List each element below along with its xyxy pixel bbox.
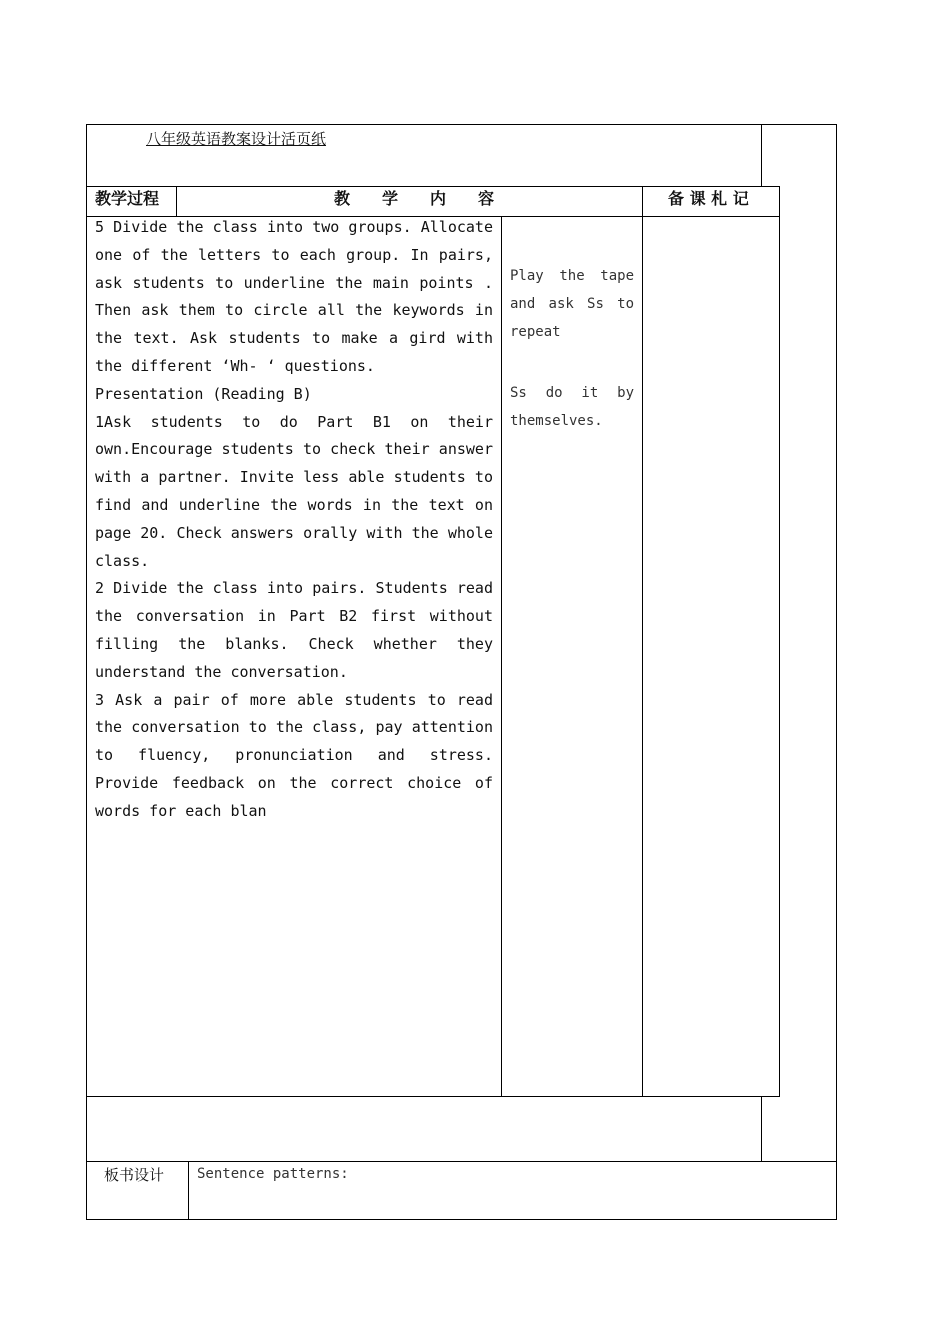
header-notes: 备 课 札 记 bbox=[668, 189, 749, 208]
presentation-heading: Presentation (Reading B) bbox=[95, 384, 312, 403]
teaching-content bbox=[95, 214, 493, 826]
header-content: 教 学 内 容 bbox=[334, 189, 495, 208]
side-note-tape: Play the tape and ask Ss to repeat bbox=[510, 268, 634, 340]
side-note-self: Ss do it by themselves. bbox=[510, 385, 634, 429]
board-design-label: 板书设计 bbox=[104, 1166, 165, 1184]
step-5: 5 Divide the class into two groups. Allocate one of the letters to each group. In pairs, ask students to underline the main points . Then ask them to circle all the keywords in the text. Ask students to make a gird with the different ‘Wh- ‘ questions. bbox=[95, 218, 493, 375]
step-3: 3 Ask a pair of more able students to read the conversation to the class, pay attention to fluency, pronunciation and stress. Provide feedback on the correct choice of words for each blan bbox=[95, 690, 493, 820]
step-2: 2 Divide the class into pairs. Students read the conversation in Part B2 first without filling the blanks. Check whether they understand the conversation. bbox=[95, 579, 493, 681]
step-1: 1Ask students to do Part B1 on their own.Encourage students to check their answer with a partner. Invite less able students to find and underline the words in the text on page 20. Check answers orally with the whole class. bbox=[95, 412, 493, 570]
header-process: 教学过程 bbox=[95, 189, 160, 208]
page-title: 八年级英语教案设计活页纸 bbox=[146, 130, 327, 148]
sentence-patterns: Sentence patterns: bbox=[197, 1166, 349, 1182]
